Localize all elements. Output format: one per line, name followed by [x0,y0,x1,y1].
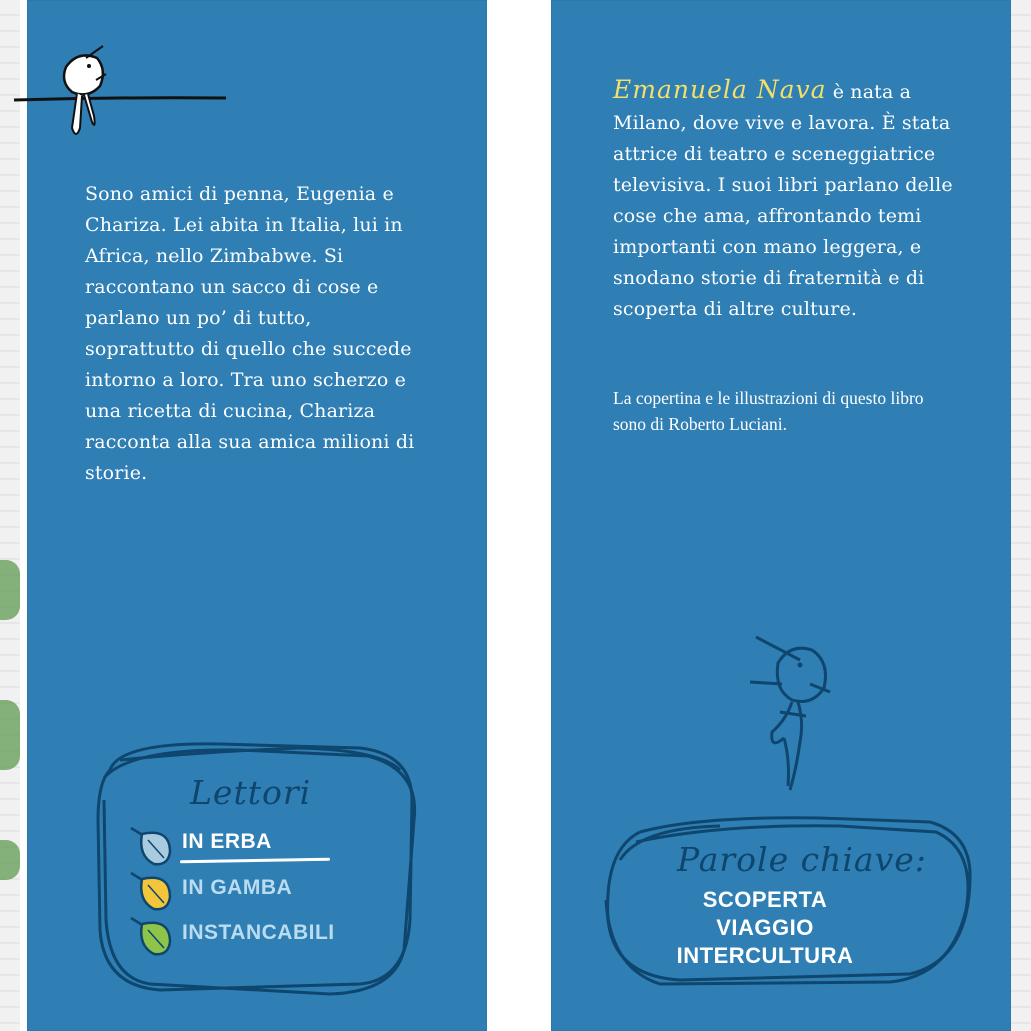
author-name: Emanuela Nava [613,75,827,104]
reader-level-in-erba: IN ERBA [182,830,272,853]
bird-on-wire-icon [14,46,226,134]
blurb-text: Sono amici di penna, Eugenia e Chariza. Lei abita in Italia, lui in Africa, nello Zimbabwe. Si raccontano un sacco di cose e parlano un po’ di tutto, soprattutto di quello che succede intorno a loro. Tra uno scherzo e una ricetta di cucina, Chariza racconta alla sua amica milioni di storie. [85,183,415,484]
leaf-icon [131,918,170,954]
keywords-title: Parole chiave: [677,840,927,879]
reader-level-instancabili: INSTANCABILI [182,921,335,944]
keyword-item: INTERCULTURA [676,943,854,968]
keyword-item: SCOPERTA [702,887,828,912]
keyword-item: VIAGGIO [716,915,814,940]
reader-level-in-gamba: IN GAMBA [182,876,293,899]
readers-title: Lettori [190,773,312,812]
leaf-icon [131,828,170,864]
bird-icon [750,637,830,790]
illustration-credit: La copertina e le illustrazioni di questo libro sono di Roberto Luciani. [613,388,924,434]
leaf-icon [131,873,170,909]
author-bio-text: è nata a Milano, dove vive e lavora. È stata attrice di teatro e sceneggiatrice televisiva. I suoi libri parlano delle cose che ama, affrontando temi importanti con mano leggera, e snodano storie di fraternità e di scoperta di altre culture. [613,81,953,320]
